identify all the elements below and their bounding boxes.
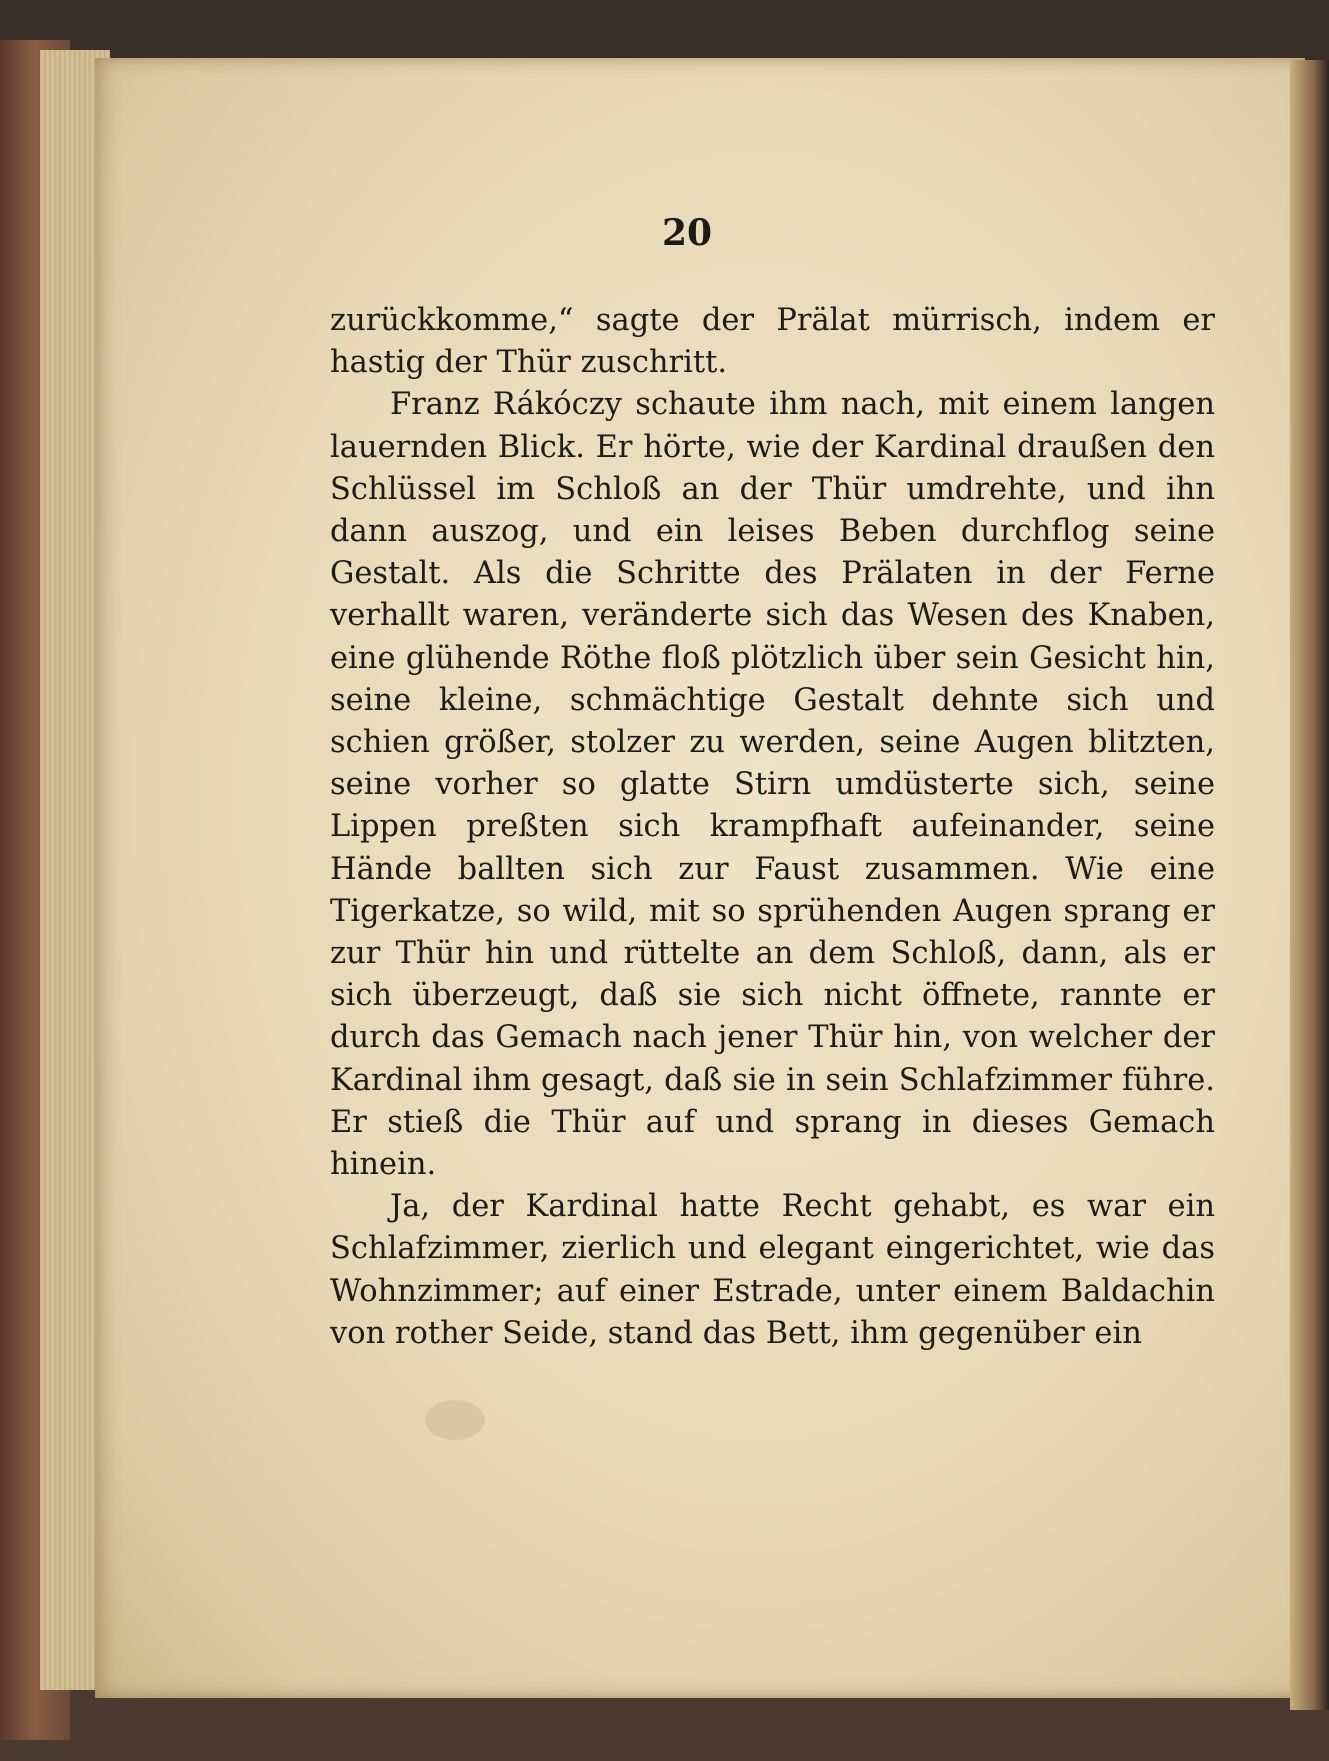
paper-stain [425,1400,485,1440]
paragraph: Franz Rákóczy schaute ihm nach, mit einem langen lauernden Blick. Er hörte, wie der Kardinal draußen den Schlüssel im Schloß an der Thür umdrehte, und ihn dann auszog, und ein leises Beben durchflog seine Gestalt. Als die Schritte des Prälaten in der Ferne verhallt waren, veränderte sich das Wesen des Knaben, eine glühende Röthe floß plötzlich über sein Gesicht hin, seine kleine, schmächtige Gestalt dehnte sich und schien größer, stolzer zu werden, seine Augen blitzten, seine vorher so glatte Stirn umdüsterte sich, seine Lippen preßten sich krampfhaft aufeinander, seine Hände ballten sich zur Faust zusammen. Wie eine Tigerkatze, so wild, mit so sprühenden Augen sprang er zur Thür hin und rüttelte an dem Schloß, dann, als er sich überzeugt, daß sie sich nicht öffnete, rannte er durch das Gemach nach jener Thür hin, von welcher der Kardinal ihm gesagt, daß sie in sein Schlafzimmer führe. Er stieß die Thür auf und sprang in dieses Gemach hinein. [330,387,1215,1183]
paragraph: Ja, der Kardinal hatte Recht gehabt, es war ein Schlafzimmer, zierlich und elegant eingerichtet, wie das Wohnzimmer; auf einer Estrade, unter einem Baldachin von rother Seide, stand das Bett, ihm gegenüber ein [330,1189,1215,1351]
body-text [330,300,1215,1355]
page-right-edge [1290,60,1329,1710]
paragraph: zurückkomme,“ sagte der Prälat mürrisch, indem er hastig der Thür zuschritt. [330,303,1215,381]
page-number: 20 [661,212,713,254]
